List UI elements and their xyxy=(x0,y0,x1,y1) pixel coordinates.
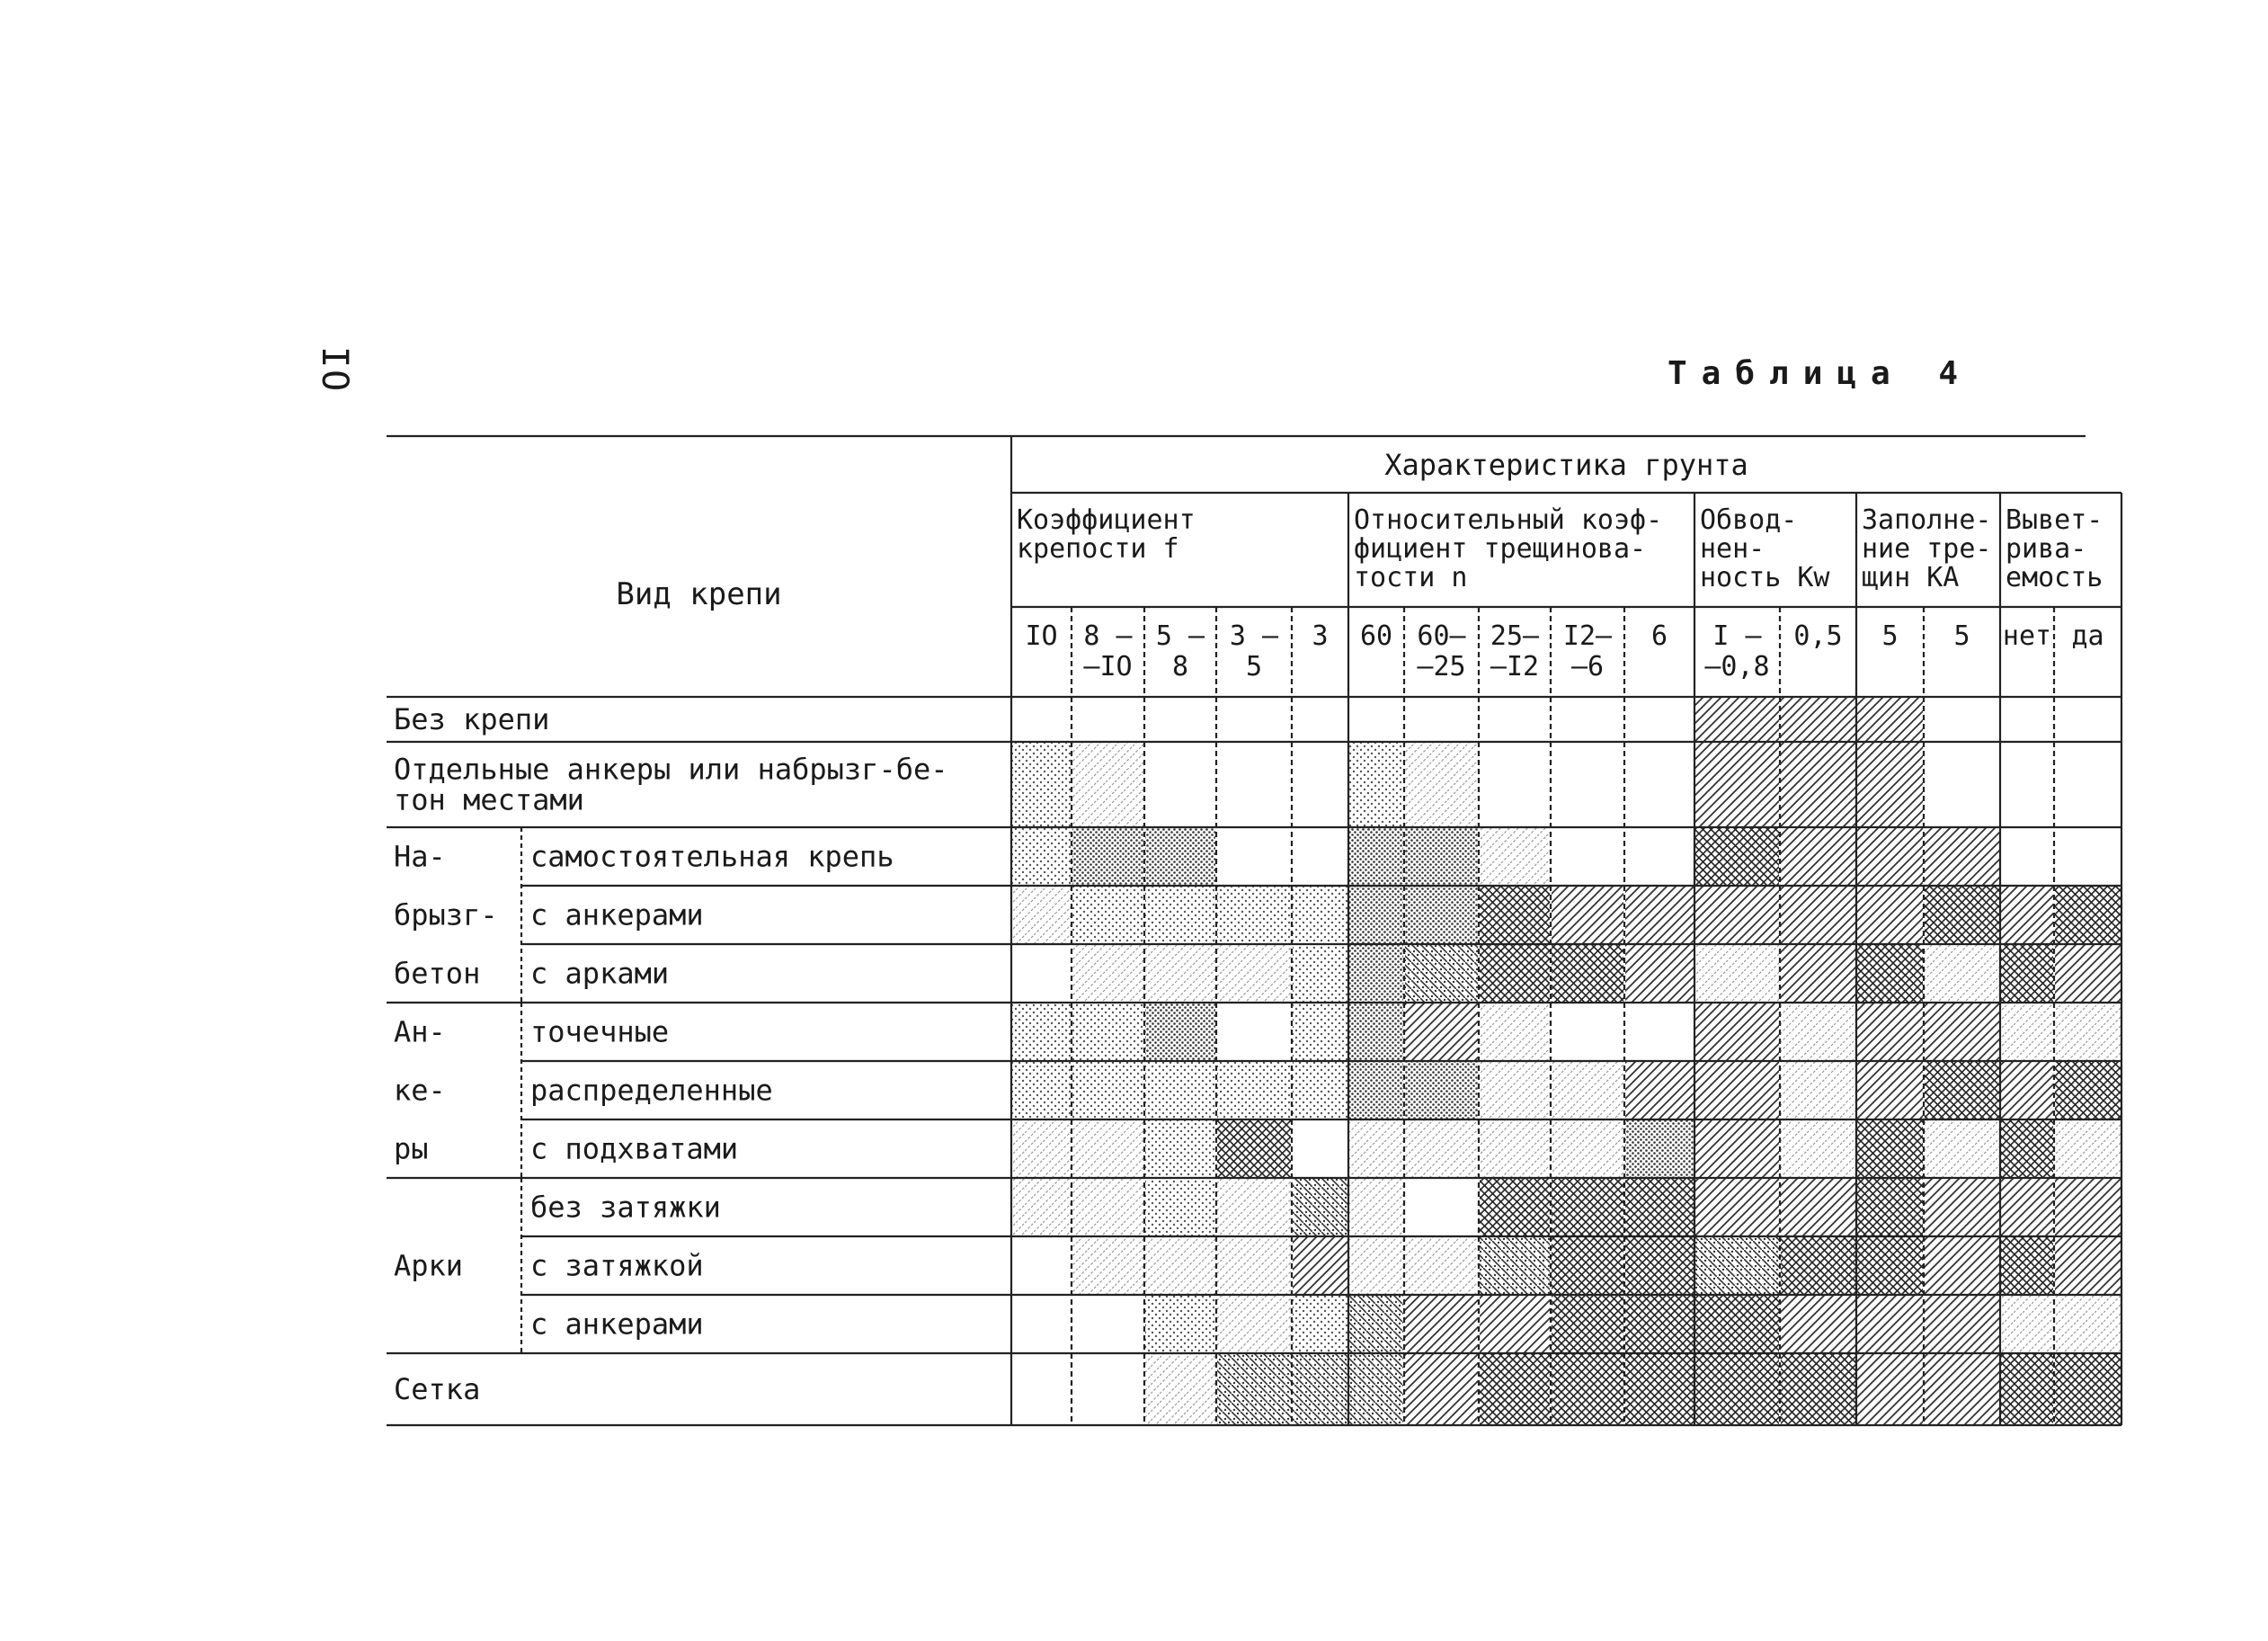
pattern-cell xyxy=(1781,828,1855,885)
pattern-cell xyxy=(2055,1237,2121,1294)
pattern-cell xyxy=(1552,1237,1623,1294)
row-group-label: На- xyxy=(394,839,446,874)
pattern-cell xyxy=(1925,1296,1999,1352)
group-header-line: емость xyxy=(2006,562,2103,593)
pattern-cell xyxy=(1145,887,1215,943)
row-group-label: брызг- xyxy=(394,897,498,932)
pattern-cell xyxy=(1293,1003,1347,1060)
pattern-cell xyxy=(1925,945,1999,1002)
pattern-cell xyxy=(1217,945,1291,1002)
row-header-label: Вид крепи xyxy=(616,576,782,612)
pattern-cell xyxy=(1781,1120,1855,1177)
pattern-cell xyxy=(1695,1062,1779,1119)
pattern-cell xyxy=(1695,945,1779,1002)
row-sub-label: с подхватами xyxy=(530,1131,739,1166)
pattern-cell xyxy=(1145,1354,1215,1424)
group-header-line: ние тре- xyxy=(1862,533,1992,565)
pattern-cell xyxy=(1781,1003,1855,1060)
pattern-cell xyxy=(1217,1120,1291,1177)
subheader-value: 5 – xyxy=(1155,620,1205,652)
subheader-value: 8 xyxy=(1171,651,1189,682)
pattern-cell xyxy=(1012,1179,1071,1235)
pattern-cell xyxy=(1217,887,1291,943)
row-group-label: тон местами xyxy=(394,782,584,817)
pattern-cell xyxy=(1293,1296,1347,1352)
pattern-cell xyxy=(1781,887,1855,943)
subheader-value: –I2 xyxy=(1490,651,1540,682)
group-header-line: Относительный коэф- xyxy=(1354,504,1663,536)
pattern-cell xyxy=(1625,1062,1694,1119)
pattern-cell xyxy=(1781,1296,1855,1352)
pattern-cell xyxy=(1349,887,1403,943)
pattern-cell xyxy=(1695,887,1779,943)
pattern-cell xyxy=(1695,1296,1779,1352)
pattern-cell xyxy=(1217,1354,1291,1424)
pattern-cell xyxy=(2055,1179,2121,1235)
page-number: IO xyxy=(314,346,355,394)
row-group-label: Ан- xyxy=(394,1014,446,1049)
pattern-cell xyxy=(1405,1003,1478,1060)
pattern-cell xyxy=(2001,887,2053,943)
pattern-cell xyxy=(1695,1003,1779,1060)
pattern-cell xyxy=(1012,1062,1071,1119)
group-header-line: Заполне- xyxy=(1862,504,1992,536)
row-sub-label: с затяжкой xyxy=(530,1248,704,1283)
pattern-cell xyxy=(1925,1179,1999,1235)
subheader-value: 25– xyxy=(1490,620,1540,652)
pattern-cell xyxy=(1405,743,1478,826)
pattern-cell xyxy=(1480,828,1550,885)
pattern-cell xyxy=(1695,828,1779,885)
subheader-value: –IO xyxy=(1083,651,1133,682)
subheader-value: 5 xyxy=(1953,620,1970,652)
pattern-cell xyxy=(1552,1120,1623,1177)
row-group-label: Отдельные анкеры или набрызг-бе- xyxy=(394,752,948,787)
pattern-cell xyxy=(1293,1062,1347,1119)
pattern-cell xyxy=(1781,1062,1855,1119)
pattern-cell xyxy=(1072,1120,1143,1177)
pattern-cell xyxy=(1480,945,1550,1002)
pattern-cell xyxy=(2055,1003,2121,1060)
pattern-cell xyxy=(1625,1120,1694,1177)
pattern-cell xyxy=(1349,828,1403,885)
pattern-cell xyxy=(1349,1237,1403,1294)
row-group-label: Арки xyxy=(394,1248,464,1283)
pattern-cell xyxy=(1480,1354,1550,1424)
pattern-cell xyxy=(1857,1354,1923,1424)
pattern-cell xyxy=(1012,743,1071,826)
pattern-cell xyxy=(1925,1120,1999,1177)
pattern-cell xyxy=(1552,1062,1623,1119)
pattern-cell xyxy=(1072,828,1143,885)
subheader-value: 5 xyxy=(1881,620,1899,652)
row-sub-label: с арками xyxy=(530,956,670,991)
pattern-cell xyxy=(1217,1237,1291,1294)
pattern-cell xyxy=(1857,1120,1923,1177)
pattern-cell xyxy=(1145,1120,1215,1177)
group-header-line: Коэффициент xyxy=(1017,504,1196,536)
pattern-cell xyxy=(1405,1296,1478,1352)
pattern-cell xyxy=(1857,1179,1923,1235)
pattern-cell xyxy=(2055,1296,2121,1352)
pattern-cell xyxy=(1552,1296,1623,1352)
pattern-cell xyxy=(1217,1296,1291,1352)
pattern-cell xyxy=(1552,1354,1623,1424)
pattern-cell xyxy=(1349,1062,1403,1119)
pattern-cell xyxy=(1925,1237,1999,1294)
group-header-line: нен- xyxy=(1700,533,1765,565)
pattern-cell xyxy=(1349,1354,1403,1424)
pattern-cell xyxy=(1857,828,1923,885)
pattern-cell xyxy=(1145,1296,1215,1352)
pattern-cell xyxy=(1012,887,1071,943)
group-header-line: фициент трещинова- xyxy=(1354,533,1647,565)
pattern-cell xyxy=(1781,1237,1855,1294)
subheader-value: 60– xyxy=(1417,620,1466,652)
pattern-cell xyxy=(1145,1179,1215,1235)
group-header-line: ность Kw xyxy=(1700,562,1830,593)
pattern-cell xyxy=(1217,1062,1291,1119)
pattern-cell xyxy=(1405,1237,1478,1294)
pattern-cell xyxy=(1625,887,1694,943)
subheader-value: да xyxy=(2071,620,2104,652)
pattern-cell xyxy=(1552,1179,1623,1235)
pattern-cell xyxy=(2055,945,2121,1002)
pattern-cell xyxy=(1349,743,1403,826)
pattern-cell xyxy=(1349,1296,1403,1352)
pattern-cell xyxy=(2001,1120,2053,1177)
subheader-value: –6 xyxy=(1570,651,1605,682)
pattern-cell xyxy=(1925,828,1999,885)
pattern-cell xyxy=(2001,1179,2053,1235)
pattern-cell xyxy=(1012,1003,1071,1060)
subheader-value: 6 xyxy=(1650,620,1668,652)
pattern-cell xyxy=(1072,945,1143,1002)
pattern-cell xyxy=(1695,1179,1779,1235)
pattern-cell xyxy=(2055,1120,2121,1177)
pattern-cell xyxy=(1405,828,1478,885)
pattern-cell xyxy=(1781,1354,1855,1424)
pattern-cell xyxy=(1405,945,1478,1002)
pattern-cell xyxy=(1405,1120,1478,1177)
pattern-cell xyxy=(1480,1179,1550,1235)
pattern-cell xyxy=(1925,1354,1999,1424)
row-sub-label: точечные xyxy=(530,1014,670,1049)
subheader-value: 3 – xyxy=(1229,620,1279,652)
pattern-cell xyxy=(1695,743,1779,826)
pattern-cell xyxy=(1625,945,1694,1002)
pattern-cell xyxy=(1925,1003,1999,1060)
pattern-cell xyxy=(2055,1062,2121,1119)
pattern-cell xyxy=(2055,887,2121,943)
pattern-cell xyxy=(1072,1179,1143,1235)
pattern-cell xyxy=(1625,1296,1694,1352)
row-group-label: бетон xyxy=(394,956,481,991)
pattern-cell xyxy=(1145,828,1215,885)
pattern-cell xyxy=(2001,945,2053,1002)
pattern-cell xyxy=(1293,1179,1347,1235)
pattern-cell xyxy=(1625,1179,1694,1235)
pattern-cell xyxy=(1781,945,1855,1002)
pattern-cell xyxy=(1925,1062,1999,1119)
pattern-cell xyxy=(1293,887,1347,943)
row-sub-label: с анкерами xyxy=(530,897,704,932)
row-group-label: ры xyxy=(394,1131,429,1166)
pattern-cell xyxy=(1349,1179,1403,1235)
pattern-cell xyxy=(1349,1120,1403,1177)
pattern-cell xyxy=(1925,887,1999,943)
pattern-cell xyxy=(1781,698,1855,741)
pattern-cell xyxy=(1145,1003,1215,1060)
pattern-cell xyxy=(1012,828,1071,885)
pattern-cell xyxy=(1217,1179,1291,1235)
pattern-cell xyxy=(2001,1354,2053,1424)
pattern-cell xyxy=(1349,1003,1403,1060)
subheader-value: –25 xyxy=(1417,651,1466,682)
group-header-line: щин KA xyxy=(1862,562,1960,593)
pattern-cell xyxy=(1480,1062,1550,1119)
top-group-label: Характеристика грунта xyxy=(1384,448,1748,482)
pattern-cell xyxy=(2001,1237,2053,1294)
pattern-cell xyxy=(1695,1354,1779,1424)
pattern-cell xyxy=(1625,1237,1694,1294)
subheader-value: 3 xyxy=(1312,620,1329,652)
pattern-cell xyxy=(2055,1354,2121,1424)
pattern-cell xyxy=(1480,1003,1550,1060)
pattern-cell xyxy=(1695,698,1779,741)
subheader-value: 0,5 xyxy=(1793,620,1843,652)
subheader-value: 5 xyxy=(1245,651,1263,682)
pattern-cell xyxy=(1293,1354,1347,1424)
row-sub-label: с анкерами xyxy=(530,1307,704,1342)
pattern-cell xyxy=(1857,698,1923,741)
pattern-cell xyxy=(1857,743,1923,826)
pattern-cell xyxy=(1480,1237,1550,1294)
subheader-value: –0,8 xyxy=(1704,651,1770,682)
pattern-cell xyxy=(1857,1062,1923,1119)
row-group-label: ке- xyxy=(394,1073,446,1108)
pattern-cell xyxy=(1145,945,1215,1002)
pattern-cell xyxy=(1072,1003,1143,1060)
subheader-value: нет xyxy=(2002,620,2052,652)
pattern-cell xyxy=(1480,887,1550,943)
pattern-cell xyxy=(1480,1296,1550,1352)
pattern-cell xyxy=(2001,1296,2053,1352)
pattern-cell xyxy=(1349,945,1403,1002)
pattern-cell xyxy=(1072,1062,1143,1119)
group-header-line: крепости f xyxy=(1017,533,1179,565)
pattern-cell xyxy=(1781,1179,1855,1235)
pattern-cell xyxy=(1405,887,1478,943)
pattern-cell xyxy=(1625,1354,1694,1424)
pattern-cell xyxy=(1857,945,1923,1002)
table-title: Таблица 4 xyxy=(1668,355,1973,392)
pattern-cell xyxy=(1857,887,1923,943)
pattern-cell xyxy=(1293,1237,1347,1294)
pattern-cell xyxy=(2001,1003,2053,1060)
row-sub-label: распределенные xyxy=(530,1073,773,1108)
pattern-cell xyxy=(1072,743,1143,826)
group-header-line: тости n xyxy=(1354,562,1468,593)
row-sub-label: самостоятельная крепь xyxy=(530,839,894,874)
pattern-cell xyxy=(1480,1120,1550,1177)
group-header-line: Обвод- xyxy=(1700,504,1798,536)
pattern-cell xyxy=(1695,1237,1779,1294)
pattern-cell xyxy=(1695,1120,1779,1177)
pattern-cell xyxy=(1857,1296,1923,1352)
group-header-line: Вывет- xyxy=(2006,504,2103,536)
pattern-cell xyxy=(1405,1354,1478,1424)
pattern-cell xyxy=(1293,945,1347,1002)
subheader-value: 60 xyxy=(1359,620,1393,652)
pattern-cell xyxy=(1781,743,1855,826)
group-header-line: рива- xyxy=(2006,533,2087,565)
pattern-cell xyxy=(1552,887,1623,943)
subheader-value: 8 – xyxy=(1083,620,1133,652)
row-group-label: Без крепи xyxy=(394,702,550,736)
pattern-cell xyxy=(1072,887,1143,943)
pattern-cell xyxy=(1145,1237,1215,1294)
subheader-value: I2– xyxy=(1562,620,1613,652)
row-group-label: Сетка xyxy=(394,1372,481,1406)
pattern-cell xyxy=(1405,1062,1478,1119)
row-sub-label: без затяжки xyxy=(530,1190,721,1225)
pattern-cell xyxy=(1857,1003,1923,1060)
pattern-cell xyxy=(1857,1237,1923,1294)
pattern-cell xyxy=(2001,1062,2053,1119)
subheader-value: IO xyxy=(1025,620,1058,652)
pattern-cell xyxy=(1072,1237,1143,1294)
pattern-cell xyxy=(1552,945,1623,1002)
pattern-cell xyxy=(1145,1062,1215,1119)
pattern-cell xyxy=(1012,1120,1071,1177)
subheader-value: I – xyxy=(1712,620,1762,652)
